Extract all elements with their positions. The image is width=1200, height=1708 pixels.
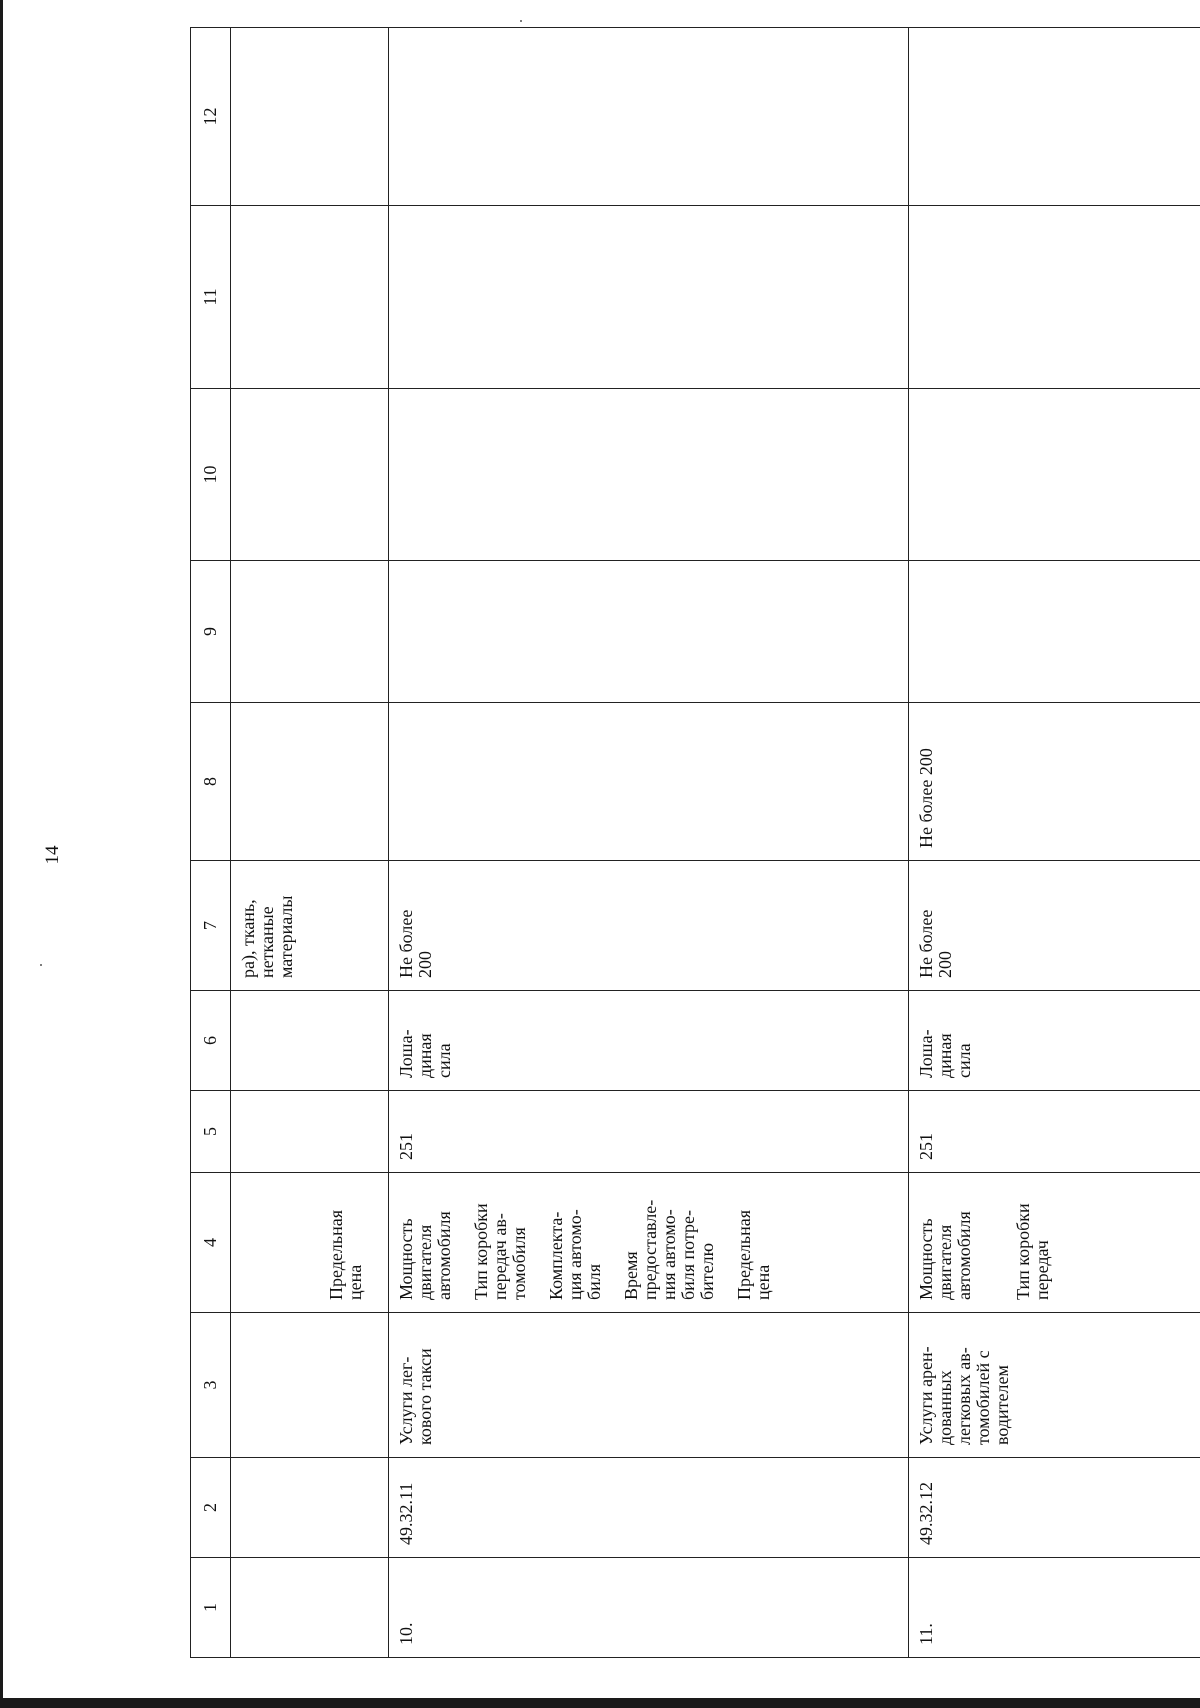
characteristic-item: Предельная цена — [734, 1210, 773, 1300]
row11-number — [909, 1558, 1200, 1658]
unit-text: Лоша- диная сила — [396, 1029, 454, 1078]
row11-okei-code — [909, 1091, 1200, 1173]
header-cell-6: 6 — [191, 991, 231, 1091]
header-cell-2: 2 — [191, 1458, 231, 1558]
service-name-text: Услуги лег- кового такси — [396, 1348, 435, 1445]
scan-speck — [520, 20, 522, 22]
header-cell-8: 8 — [191, 703, 231, 861]
okei-code-text: 251 — [396, 1133, 416, 1160]
row11-name — [909, 1313, 1200, 1458]
row11-characteristics — [909, 1173, 1200, 1313]
cont-cell-11 — [231, 206, 389, 389]
cont-materials: ра), ткань, нетканые материалы — [238, 895, 296, 978]
row10-col9 — [389, 561, 909, 703]
cont-cell-6 — [231, 991, 389, 1091]
row11-code — [909, 1458, 1200, 1558]
row11-col11 — [909, 206, 1200, 389]
row10-col7 — [389, 861, 909, 991]
continuation-row — [231, 28, 389, 1658]
header-row — [191, 28, 231, 1658]
table-row — [909, 28, 1200, 1658]
cont-cell-10 — [231, 389, 389, 561]
row10-col11 — [389, 206, 909, 389]
scan-speck — [40, 964, 42, 966]
header-cell-1: 1 — [191, 1558, 231, 1658]
row-number-text: 11. — [916, 1623, 936, 1645]
cont-cell-5 — [231, 1091, 389, 1173]
okei-code-text: 251 — [916, 1133, 936, 1160]
unit-text: Лоша- диная сила — [916, 1029, 974, 1078]
requirements-table — [190, 27, 1200, 1658]
row10-code — [389, 1458, 909, 1558]
header-cell-10: 10 — [191, 389, 231, 561]
row10-col12 — [389, 28, 909, 206]
rotated-table-container — [190, 28, 1200, 1658]
header-cell-7: 7 — [191, 861, 231, 991]
cont-cell-7 — [231, 861, 389, 991]
row10-col10 — [389, 389, 909, 561]
cont-cell-9 — [231, 561, 389, 703]
row10-okei-code — [389, 1091, 909, 1173]
row11-col9 — [909, 561, 1200, 703]
header-cell-9: 9 — [191, 561, 231, 703]
limit-value-text: Не более 200 — [916, 748, 936, 848]
row-number-text: 10. — [396, 1622, 416, 1645]
row11-unit — [909, 991, 1200, 1091]
header-cell-12: 12 — [191, 28, 231, 206]
row11-col10 — [909, 389, 1200, 561]
limit-value-text: Не более 200 — [916, 909, 955, 978]
characteristic-item: Тип коробки передач — [1013, 1203, 1052, 1300]
page-number: 14 — [42, 845, 63, 865]
cont-cell-4 — [231, 1173, 389, 1313]
characteristic-item: Тип коробки передач ав- томобиля — [471, 1203, 529, 1300]
service-name-text: Услуги арен- дованных легковых ав- томобилей с водителем — [916, 1346, 1012, 1445]
row11-col7 — [909, 861, 1200, 991]
characteristic-item: Комплекта- ция автомо- биля — [546, 1209, 604, 1300]
cont-cell-2 — [231, 1458, 389, 1558]
row10-name — [389, 1313, 909, 1458]
header-cell-3: 3 — [191, 1313, 231, 1458]
row11-col8 — [909, 703, 1200, 861]
header-cell-11: 11 — [191, 206, 231, 389]
row10-unit — [389, 991, 909, 1091]
characteristic-item: Время предоставле- ния автомо- биля потре- бителю — [621, 1199, 717, 1300]
row11-col12 — [909, 28, 1200, 206]
cont-cell-1 — [231, 1558, 389, 1658]
row10-number — [389, 1558, 909, 1658]
limit-value-text: Не более 200 — [396, 909, 435, 978]
header-cell-5: 5 — [191, 1091, 231, 1173]
cont-price-limit: Предельная цена — [326, 1210, 365, 1300]
cont-cell-12 — [231, 28, 389, 206]
cont-cell-8 — [231, 703, 389, 861]
okpd-code-text: 49.32.12 — [916, 1482, 936, 1545]
okpd-code-text: 49.32.11 — [396, 1482, 416, 1545]
characteristic-item: Мощность двигателя автомобиля — [396, 1211, 454, 1300]
table-row — [389, 28, 909, 1658]
row10-characteristics — [389, 1173, 909, 1313]
row10-col8 — [389, 703, 909, 861]
scan-edge-left — [0, 0, 3, 1708]
cont-cell-3 — [231, 1313, 389, 1458]
header-cell-4: 4 — [191, 1173, 231, 1313]
characteristic-item: Мощность двигателя автомобиля — [916, 1211, 974, 1300]
scan-edge-bottom — [0, 1698, 1200, 1708]
